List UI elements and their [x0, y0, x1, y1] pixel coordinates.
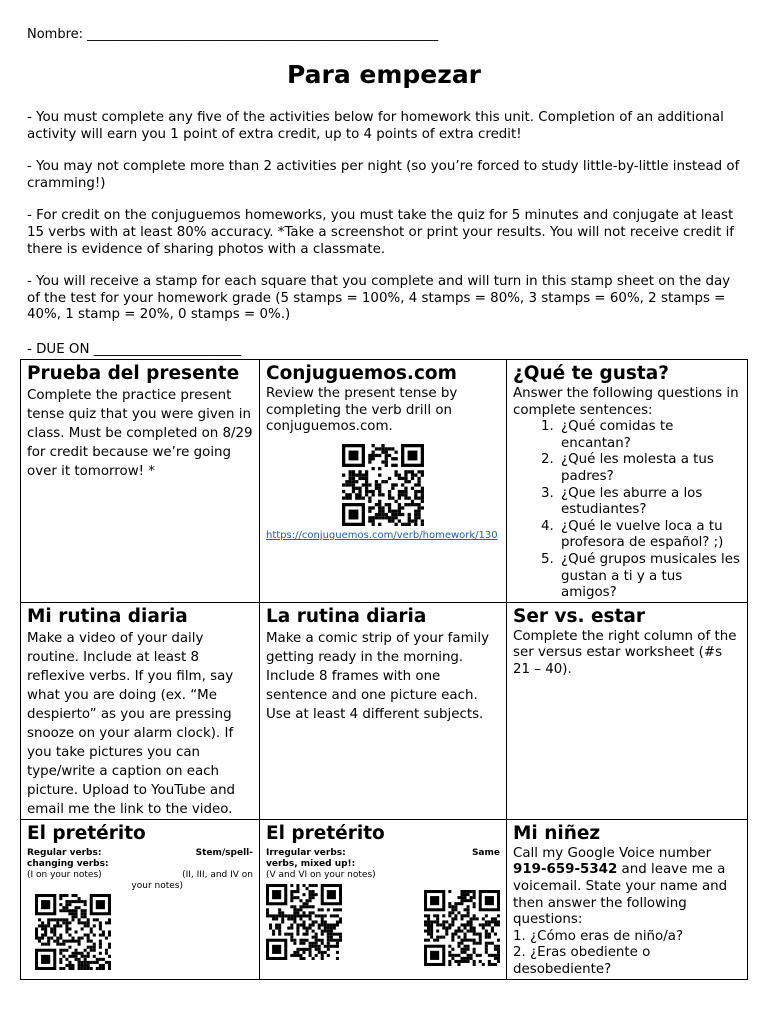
- irregular-verbs-label: Irregular verbs:: [266, 847, 346, 858]
- question-item: 4. ¿Qué le vuelve loca a tu profesora de español? ;): [558, 519, 741, 552]
- instruction-3: - For credit on the conjuguemos homeworks, you must take the quiz for 5 minutes and conjugate at least 15 verbs with at least 80% accuracy. *Take a screenshot or print your results. You will not receive credit if there is evidence of sharing photos with a classmate.: [27, 208, 734, 257]
- cell-title: La rutina diaria: [266, 605, 427, 627]
- qr-code-icon: [342, 444, 424, 526]
- activity-grid: [20, 359, 748, 980]
- cell-title: Mi niñez: [513, 822, 601, 844]
- cell-body: Review the present tense by completing the verb drill on conjuguemos.com.: [266, 386, 458, 435]
- cell-preterito-2: [260, 819, 507, 979]
- body-post: and leave me a voicemail. State your name and then answer the following questions:: [513, 862, 728, 928]
- cell-prueba: [21, 360, 260, 603]
- question-item: 5. ¿Qué grupos musicales les gustan a ti y a tus amigos?: [558, 552, 741, 602]
- changing-verbs-label: changing verbs:: [27, 858, 109, 869]
- irregular-note: (V and VI on your notes): [266, 869, 376, 880]
- stem-verbs-label: Stem/spell-: [195, 847, 253, 858]
- cell-conjuguemos: [260, 360, 507, 603]
- cell-title: Prueba del presente: [27, 363, 240, 384]
- regular-note: (I on your notes): [27, 869, 102, 880]
- same-verbs-label: Same: [471, 847, 500, 858]
- instructions: [27, 110, 743, 340]
- nombre-line: Nombre: ______________________________________________________: [27, 27, 439, 42]
- cell-body: [513, 846, 741, 929]
- cell-body: Complete the right column of the ser versus estar worksheet (#s 21 – 40).: [513, 628, 737, 677]
- instruction-2: - You may not complete more than 2 activities per night (so you’re forced to study little-by-little instead of cramming!): [27, 159, 740, 191]
- instruction-4: - You will receive a stamp for each square that you complete and will turn in this stamp sheet on the day of the test for your homework grade (5 stamps = 100%, 4 stamps = 80%, 3 stamps = 60%, 2 stamps = 40%, 1 stamp = 20%, 0 stamps = 0%.): [27, 274, 731, 323]
- cell-title: Ser vs. estar: [513, 605, 645, 627]
- conjuguemos-link[interactable]: https://conjuguemos.com/verb/homework/130: [266, 529, 498, 541]
- cell-gusta: [507, 360, 748, 603]
- cell-ninez: [507, 819, 748, 979]
- qr-code-icon: [35, 894, 111, 970]
- question-list: [513, 419, 741, 602]
- body-pre: Call my Google Voice number: [513, 845, 712, 861]
- cell-title: Mi rutina diaria: [27, 605, 188, 627]
- mixed-verbs-label: verbs, mixed up!:: [266, 858, 356, 869]
- question-1: 1. ¿Cómo eras de niño/a?: [513, 928, 684, 944]
- qr-code-icon: [266, 884, 342, 960]
- cell-mi-rutina: [21, 602, 260, 819]
- cell-body: Make a video of your daily routine. Include at least 8 reflexive verbs. If you film, say what you are doing (ex. “Me despierto” as you are pressing snooze on your alarm clock). If you take pictures you can type/write a caption on each picture. Upload to YouTube and email me the link to the video.: [27, 630, 236, 817]
- qr-code-icon: [424, 890, 500, 966]
- cell-title: El pretérito: [27, 822, 146, 844]
- question-item: 3. ¿Que les aburre a los estudiantes?: [558, 486, 741, 519]
- regular-verbs-label: Regular verbs:: [27, 847, 102, 858]
- cell-title: ¿Qué te gusta?: [513, 363, 669, 384]
- phone-number: 919-659-5342: [513, 862, 618, 878]
- cell-body: Complete the practice present tense quiz that you were given in class. Must be completed on 8/29 for credit because we’re going over it tomorrow! *: [27, 388, 253, 479]
- question-item: 2. ¿Qué les molesta a tus padres?: [558, 452, 741, 485]
- cell-la-rutina: [260, 602, 507, 819]
- instruction-1: - You must complete any five of the activities below for homework this unit. Completion of an additional activity will earn you 1 point of extra credit, up to 4 points of extra credit!: [27, 110, 724, 142]
- cell-body: Answer the following questions in complete sentences:: [513, 386, 739, 418]
- cell-preterito-1: [21, 819, 260, 979]
- due-line: - DUE ON ______________________: [27, 342, 242, 357]
- cell-ser-estar: [507, 602, 748, 819]
- cell-body: Make a comic strip of your family getting ready in the morning. Include 8 frames with one sentence and one picture each. Use at least 4 different subjects.: [266, 630, 489, 722]
- stem-note: (II, III, and IV on: [182, 869, 253, 880]
- page-title: Para empezar: [286, 60, 482, 89]
- stem-note-2: your notes): [131, 880, 183, 891]
- cell-title: El pretérito: [266, 822, 385, 844]
- question-2: 2. ¿Eras obediente o desobediente?: [513, 945, 651, 977]
- question-item: 1. ¿Qué comidas te encantan?: [558, 419, 741, 452]
- cell-title: Conjuguemos.com: [266, 363, 457, 384]
